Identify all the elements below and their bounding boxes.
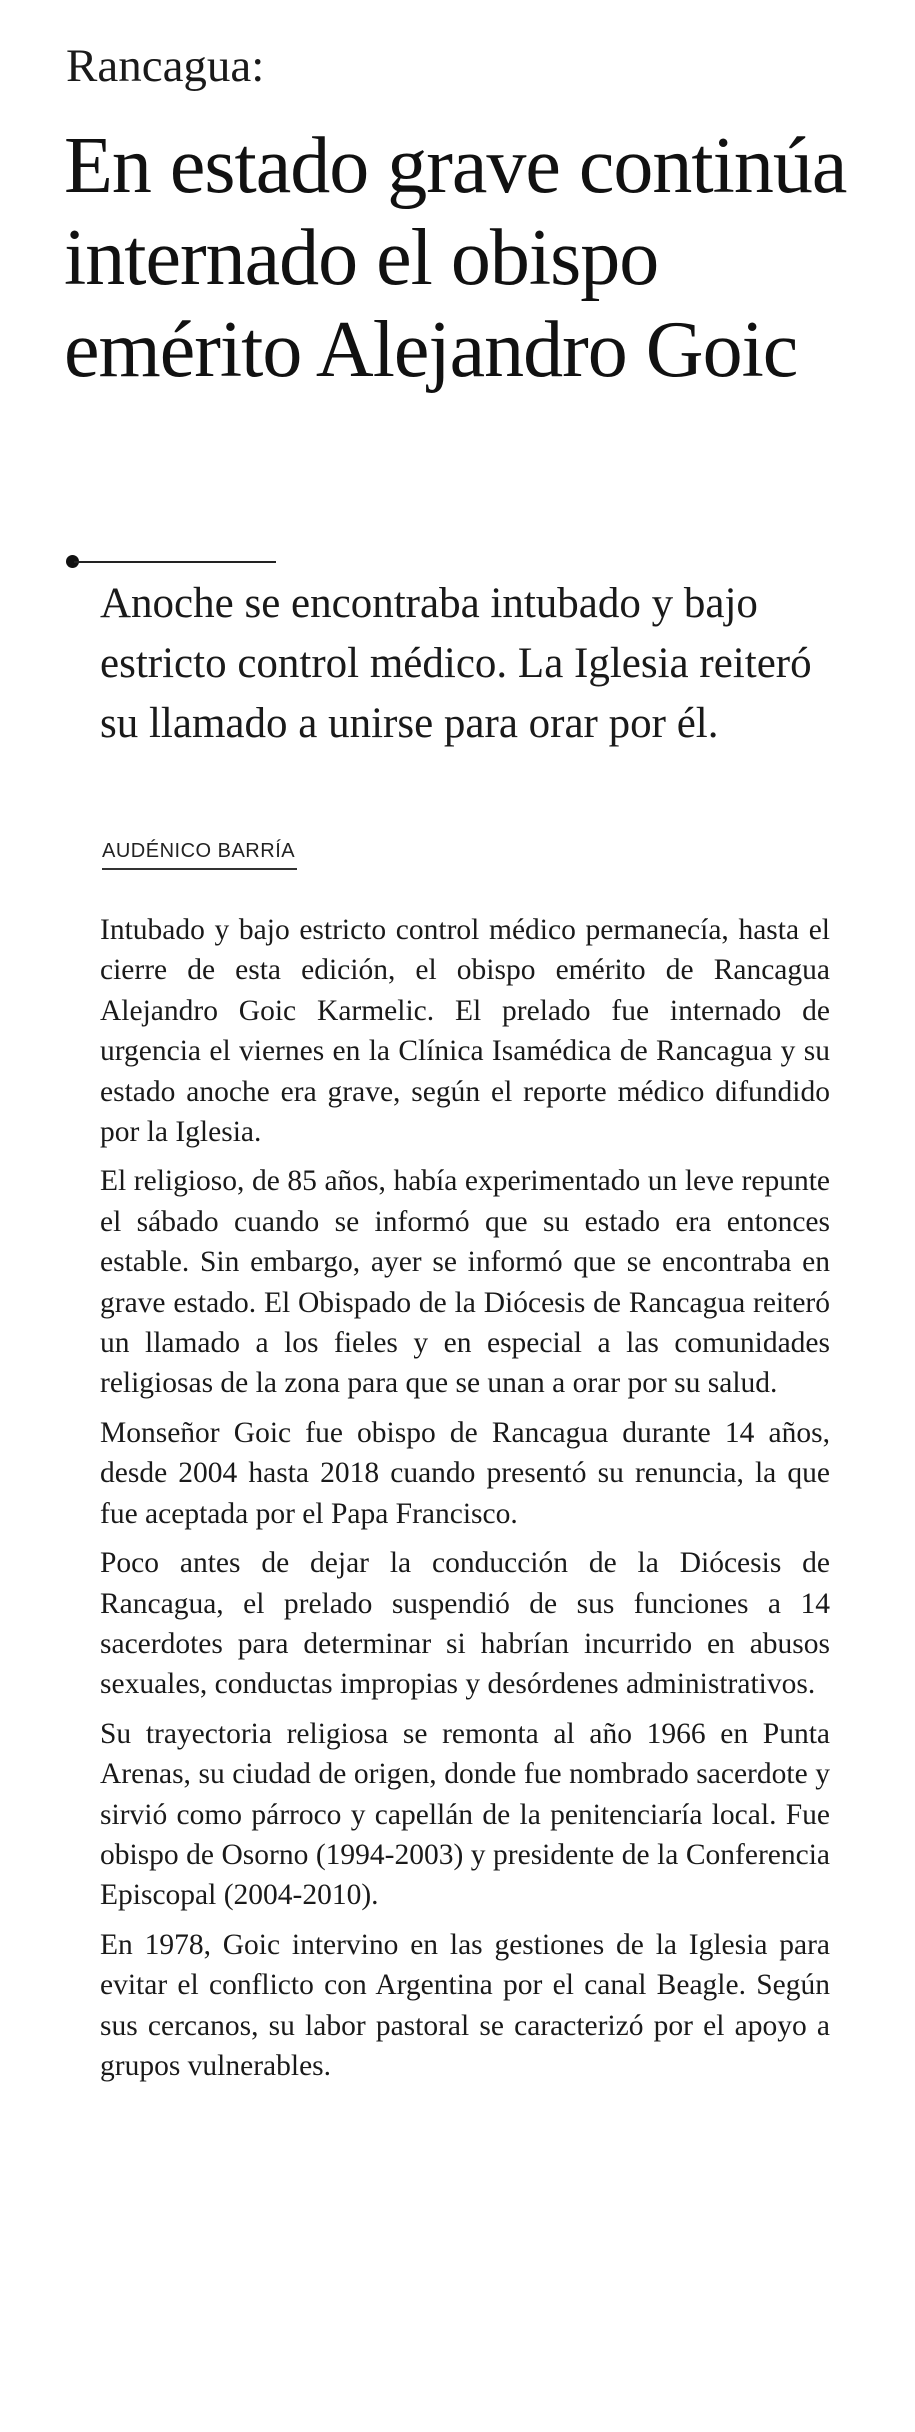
article-headline: En estado grave continúa internado el obispo emérito Alejandro Goic	[64, 122, 847, 394]
body-paragraph: Poco antes de dejar la conducción de la Diócesis de Rancagua, el prelado suspendió de sus funciones a 14 sacerdotes para determinar si habrían incurrido en abusos sexuales, conductas impropias y desórdenes administrativos.	[100, 1547, 830, 1701]
article-byline: AUDÉNICO BARRÍA	[102, 836, 297, 870]
section-divider	[66, 554, 276, 568]
article-body	[100, 910, 830, 2095]
body-paragraph: En 1978, Goic intervino en las gestiones de la Iglesia para evitar el conflicto con Argentina por el canal Beagle. Según sus cercanos, su labor pastoral se caracterizó por el apoyo a grupos vulnerables.	[100, 1928, 830, 2082]
body-paragraph: Monseñor Goic fue obispo de Rancagua durante 14 años, desde 2004 hasta 2018 cuando presentó su renuncia, la que fue aceptada por el Papa Francisco.	[100, 1416, 830, 1530]
body-paragraph: Su trayectoria religiosa se remonta al año 1966 en Punta Arenas, su ciudad de origen, donde fue nombrado sacerdote y sirvió como párroco y capellán de la penitenciaría local. Fue obispo de Osorno (1994-2003) y presidente de la Conferencia Episcopal (2004-2010).	[100, 1717, 830, 1912]
body-paragraph: Intubado y bajo estricto control médico permanecía, hasta el cierre de esta edición, el obispo emérito de Rancagua Alejandro Goic Karmelic. El prelado fue internado de urgencia el viernes en la Clínica Isamédica de Rancagua y su estado anoche era grave, según el reporte médico difundido por la Iglesia.	[100, 914, 830, 1149]
article-lead: Anoche se encontraba intubado y bajo estricto control médico. La Iglesia reiteró su llamado a unirse para orar por él.	[100, 580, 812, 747]
article-kicker: Rancagua:	[66, 40, 265, 92]
body-paragraph: El religioso, de 85 años, había experimentado un leve repunte el sábado cuando se informó que su estado era entonces estable. Sin embargo, ayer se informó que se encontraba en grave estado. El Obispado de la Diócesis de Rancagua reiteró un llamado a los fieles y en especial a las comunidades religiosas de la zona para que se unan a orar por su salud.	[100, 1165, 830, 1400]
divider-line	[74, 561, 276, 563]
